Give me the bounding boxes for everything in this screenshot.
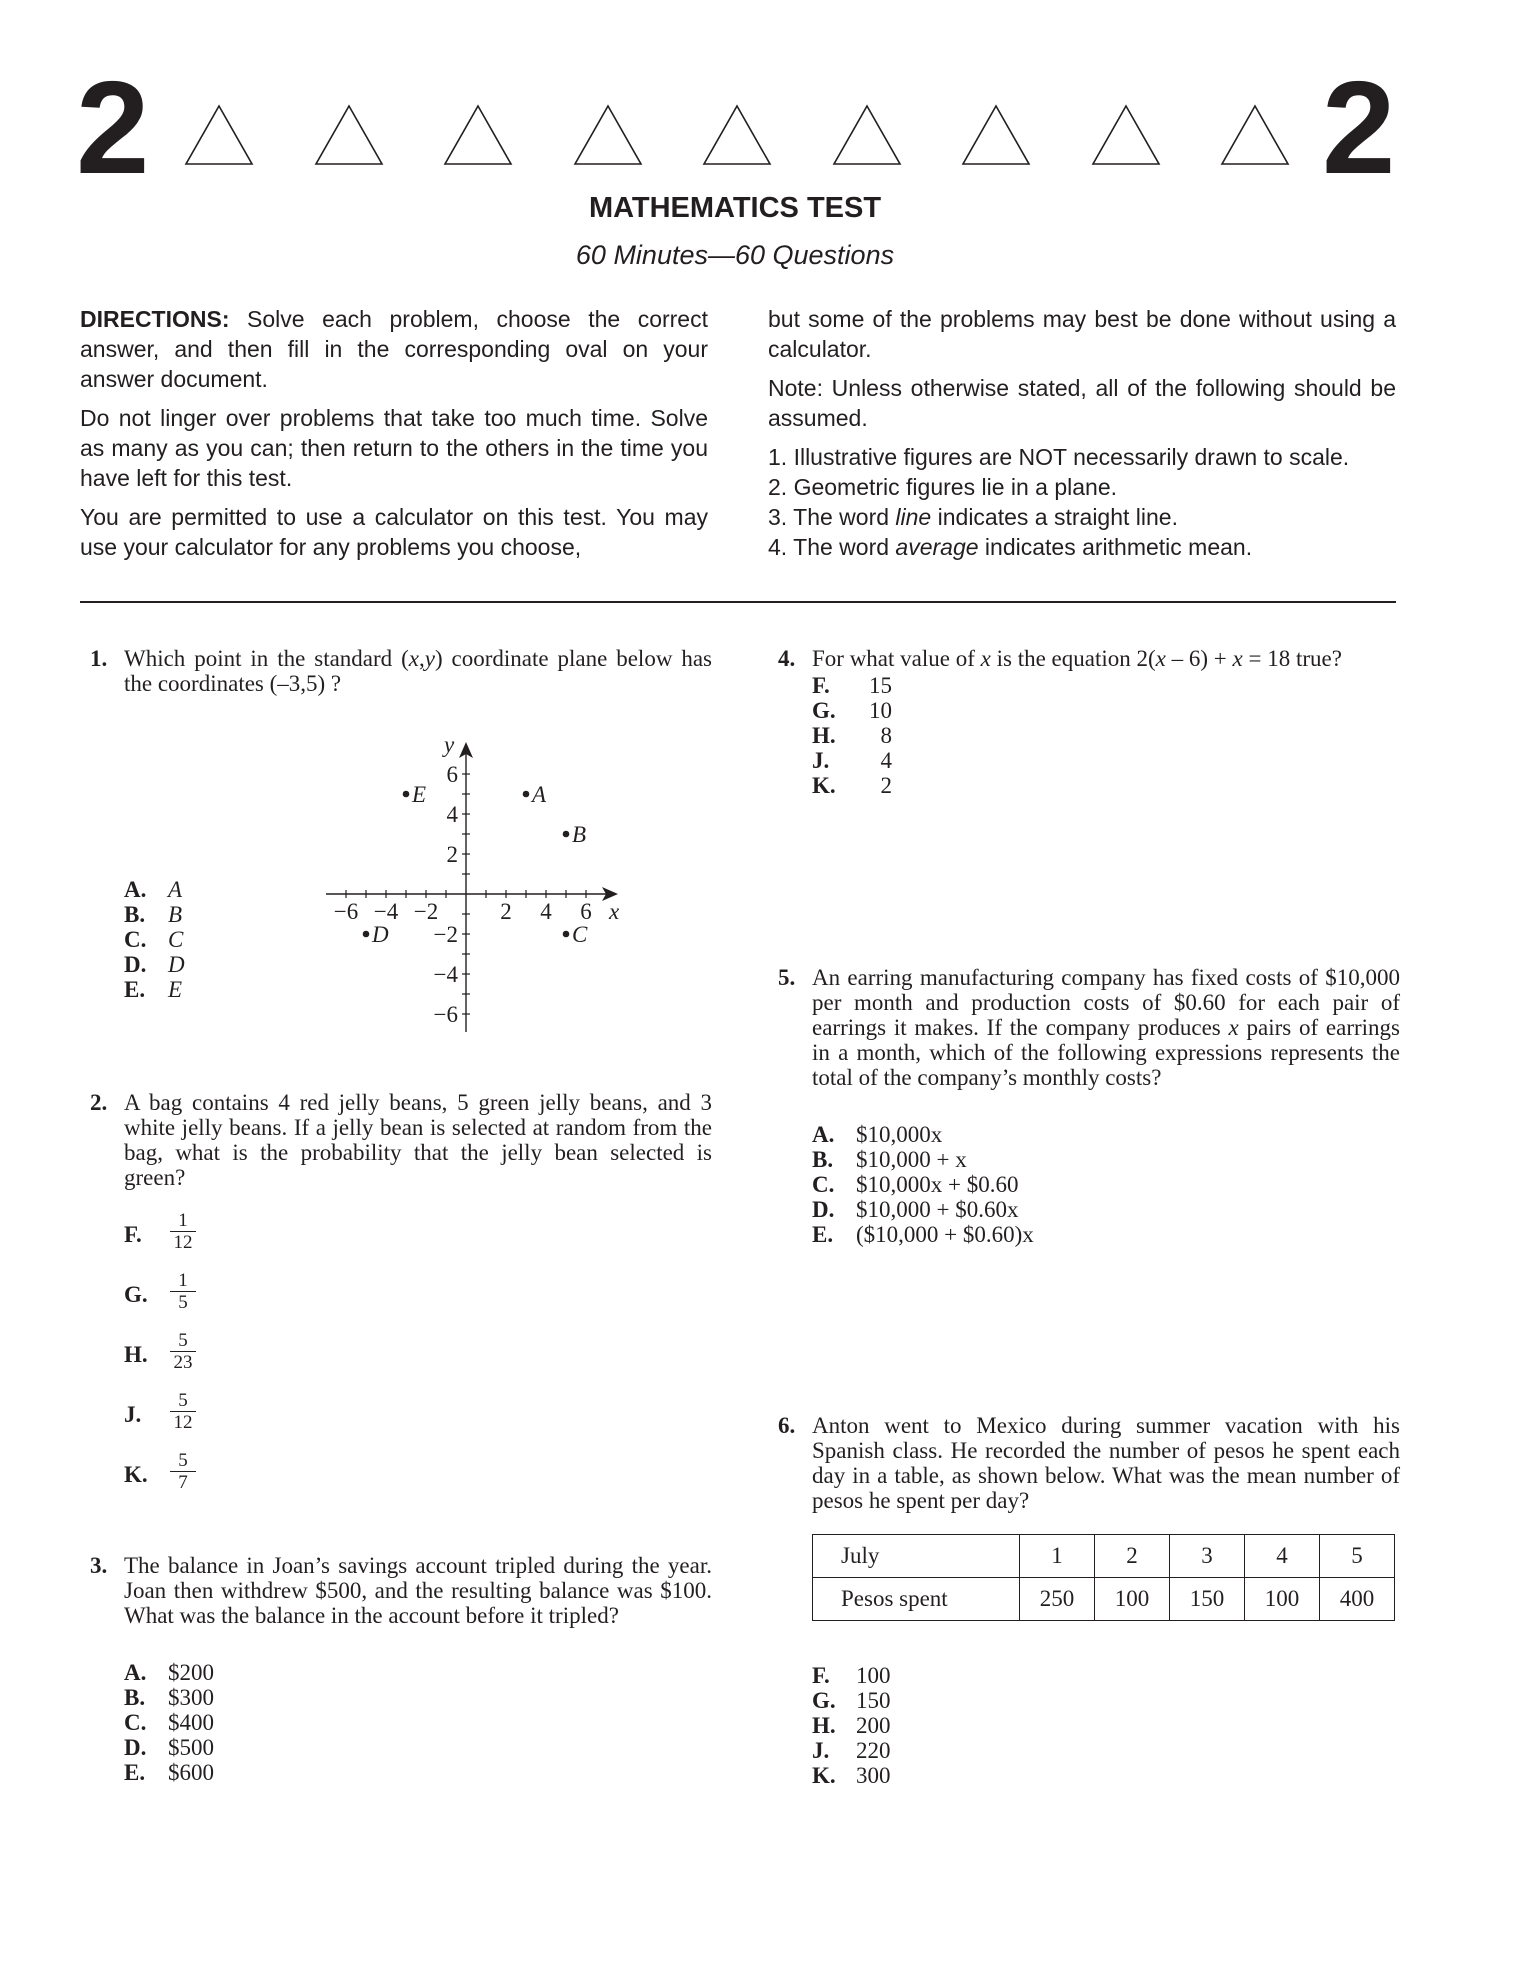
- question-text: For what value of x is the equation 2(x – 6) + x = 18 true?: [812, 646, 1342, 671]
- question-text: Which point in the standard (x,y) coordinate plane below has the coordinates (–3,5) ?: [124, 646, 713, 696]
- triangle-icon: [1091, 104, 1161, 166]
- question-6: [778, 1413, 1400, 1513]
- graph-point-label: D: [372, 922, 389, 947]
- triangle-icon: [961, 104, 1031, 166]
- table-cell: 400: [1320, 1578, 1395, 1621]
- graph-point: [563, 831, 570, 838]
- graph-point-label: A: [532, 782, 547, 807]
- assumption-item: 3. The word line indicates a straight line.: [768, 504, 1178, 530]
- table-cell: 100: [1095, 1578, 1170, 1621]
- y-axis-label: y: [444, 732, 455, 757]
- assumption-item: 1. Illustrative figures are NOT necessarily drawn to scale.: [768, 444, 1350, 470]
- answer-option[interactable]: D. $10,000 + $0.60x: [812, 1197, 1019, 1222]
- table-cell: 2: [1095, 1535, 1170, 1578]
- triangle-icon: [314, 104, 384, 166]
- answer-option[interactable]: E. $600: [124, 1760, 214, 1785]
- answer-option[interactable]: A. A: [124, 877, 183, 902]
- triangle-icon: [832, 104, 902, 166]
- directions-paragraph-3: You are permitted to use a calculator on this test. You may use your calculator for any problems you choose,: [80, 504, 708, 560]
- answer-option[interactable]: B. $300: [124, 1685, 214, 1710]
- table-cell: 100: [1245, 1578, 1320, 1621]
- pesos-table: [812, 1534, 1395, 1621]
- triangle-icon: [702, 104, 772, 166]
- section-divider: [80, 601, 1396, 603]
- question-text: An earring manufacturing company has fixed costs of $10,000 per month and production costs of $0.60 for each pair of earrings it makes. If the company produces x pairs of earrings in a month, which of the following expressions represents the total of the company’s monthly costs?: [812, 965, 1400, 1090]
- section-number-left: 2: [76, 54, 150, 201]
- question-number: 1.: [90, 646, 108, 671]
- y-tick-label: 6: [446, 762, 458, 787]
- graph-point: [403, 791, 410, 798]
- answer-option[interactable]: E. ($10,000 + $0.60)x: [812, 1222, 1034, 1247]
- x-axis-label: x: [609, 899, 620, 924]
- table-cell: July: [813, 1535, 1020, 1578]
- graph-point: [523, 791, 530, 798]
- question-3: [90, 1553, 712, 1628]
- answer-option[interactable]: D. D: [124, 952, 185, 977]
- coordinate-plane: [320, 732, 620, 1032]
- table-cell: Pesos spent: [813, 1578, 1020, 1621]
- directions-note: Note: Unless otherwise stated, all of the following should be assumed.: [768, 375, 1396, 431]
- directions-paragraph-3-cont: but some of the problems may best be done without using a calculator.: [768, 306, 1396, 362]
- assumption-item: 2. Geometric figures lie in a plane.: [768, 474, 1118, 500]
- assumption-item: 4. The word average indicates arithmetic mean.: [768, 534, 1253, 560]
- question-number: 6.: [778, 1413, 796, 1438]
- answer-option[interactable]: A. $10,000x: [812, 1122, 943, 1147]
- question-2: [90, 1090, 712, 1190]
- x-tick-label: 6: [580, 899, 592, 924]
- y-tick-label: 2: [446, 842, 458, 867]
- answer-option[interactable]: G. 150: [812, 1688, 891, 1713]
- triangle-icon: [1220, 104, 1290, 166]
- question-number: 4.: [778, 646, 796, 671]
- x-tick-label: −2: [413, 899, 439, 924]
- answer-option[interactable]: C. $400: [124, 1710, 214, 1735]
- answer-option[interactable]: J. 4: [812, 748, 892, 773]
- directions-left-column: [80, 304, 708, 571]
- triangle-icon: [573, 104, 643, 166]
- answer-option[interactable]: J. 220: [812, 1738, 891, 1763]
- graph-point-label: B: [572, 822, 587, 847]
- answer-options-q1: [124, 877, 185, 1002]
- answer-option[interactable]: F. 100: [812, 1663, 891, 1688]
- answer-option[interactable]: E. E: [124, 977, 183, 1002]
- table-cell: 5: [1320, 1535, 1395, 1578]
- question-4: [778, 646, 1400, 671]
- answer-option[interactable]: B. $10,000 + x: [812, 1147, 967, 1172]
- graph-point: [563, 931, 570, 938]
- question-number: 5.: [778, 965, 796, 990]
- table-row: [813, 1578, 1395, 1621]
- table-row: [813, 1535, 1395, 1578]
- x-tick-label: −4: [373, 899, 399, 924]
- answer-option[interactable]: H. 200: [812, 1713, 891, 1738]
- x-tick-label: 4: [540, 899, 552, 924]
- graph-point-label: E: [412, 782, 427, 807]
- y-tick-label: −4: [433, 962, 458, 987]
- question-5: [778, 965, 1400, 1090]
- directions-paragraph-1: DIRECTIONS: Solve each problem, choose the correct answer, and then fill in the corresponding oval on your answer document.: [80, 306, 708, 392]
- question-number: 3.: [90, 1553, 108, 1578]
- answer-option[interactable]: C. C: [124, 927, 184, 952]
- answer-options-q5: [812, 1122, 1034, 1247]
- table-cell: 4: [1245, 1535, 1320, 1578]
- table-cell: 250: [1020, 1578, 1095, 1621]
- answer-option[interactable]: K. 300: [812, 1763, 891, 1788]
- table-cell: 150: [1170, 1578, 1245, 1621]
- graph-point-label: C: [572, 922, 588, 947]
- answer-option[interactable]: H. 8: [812, 723, 892, 748]
- triangle-icon: [184, 104, 254, 166]
- answer-option[interactable]: K. 2: [812, 773, 892, 798]
- x-tick-label: −6: [333, 899, 359, 924]
- y-tick-label: 4: [446, 802, 458, 827]
- question-1: [90, 646, 712, 696]
- answer-option[interactable]: C. $10,000x + $0.60: [812, 1172, 1019, 1197]
- question-text: A bag contains 4 red jelly beans, 5 green jelly beans, and 3 white jelly beans. If a jelly bean is selected at random from the bag, what is the probability that the jelly bean selected is green?: [124, 1090, 712, 1190]
- test-subtitle: 60 Minutes—60 Questions: [575, 240, 895, 270]
- directions-lead: DIRECTIONS:: [80, 306, 230, 332]
- answer-option[interactable]: F. 15: [812, 673, 892, 698]
- graph-point: [363, 931, 370, 938]
- answer-options-q4: [812, 673, 892, 798]
- x-tick-label: 2: [500, 899, 512, 924]
- answer-options-q6: [812, 1663, 891, 1788]
- section-number-right: 2: [1322, 54, 1396, 201]
- test-title: MATHEMATICS TEST: [588, 192, 882, 224]
- table-cell: 1: [1020, 1535, 1095, 1578]
- answer-option[interactable]: B. B: [124, 902, 183, 927]
- triangle-icon: [443, 104, 513, 166]
- directions-paragraph-2: Do not linger over problems that take too much time. Solve as many as you can; then return to the others in the time you have left for this test.: [80, 405, 708, 491]
- question-text: Anton went to Mexico during summer vacation with his Spanish class. He recorded the number of pesos he spent each day in a table, as shown below. What was the mean number of pesos he spent per day?: [812, 1413, 1400, 1513]
- question-number: 2.: [90, 1090, 108, 1115]
- answer-option[interactable]: D. $500: [124, 1735, 214, 1760]
- assumptions-list: [768, 442, 1396, 562]
- question-text: The balance in Joan’s savings account tripled during the year. Joan then withdrew $500, and the resulting balance was $100. What was the balance in the account before it tripled?: [124, 1553, 712, 1628]
- y-tick-label: −2: [433, 922, 458, 947]
- answer-options-q3: [124, 1660, 214, 1785]
- y-tick-label: −6: [433, 1002, 458, 1027]
- directions-right-column: [768, 304, 1396, 562]
- answer-option[interactable]: G. 10: [812, 698, 892, 723]
- table-cell: 3: [1170, 1535, 1245, 1578]
- answer-option[interactable]: A. $200: [124, 1660, 214, 1685]
